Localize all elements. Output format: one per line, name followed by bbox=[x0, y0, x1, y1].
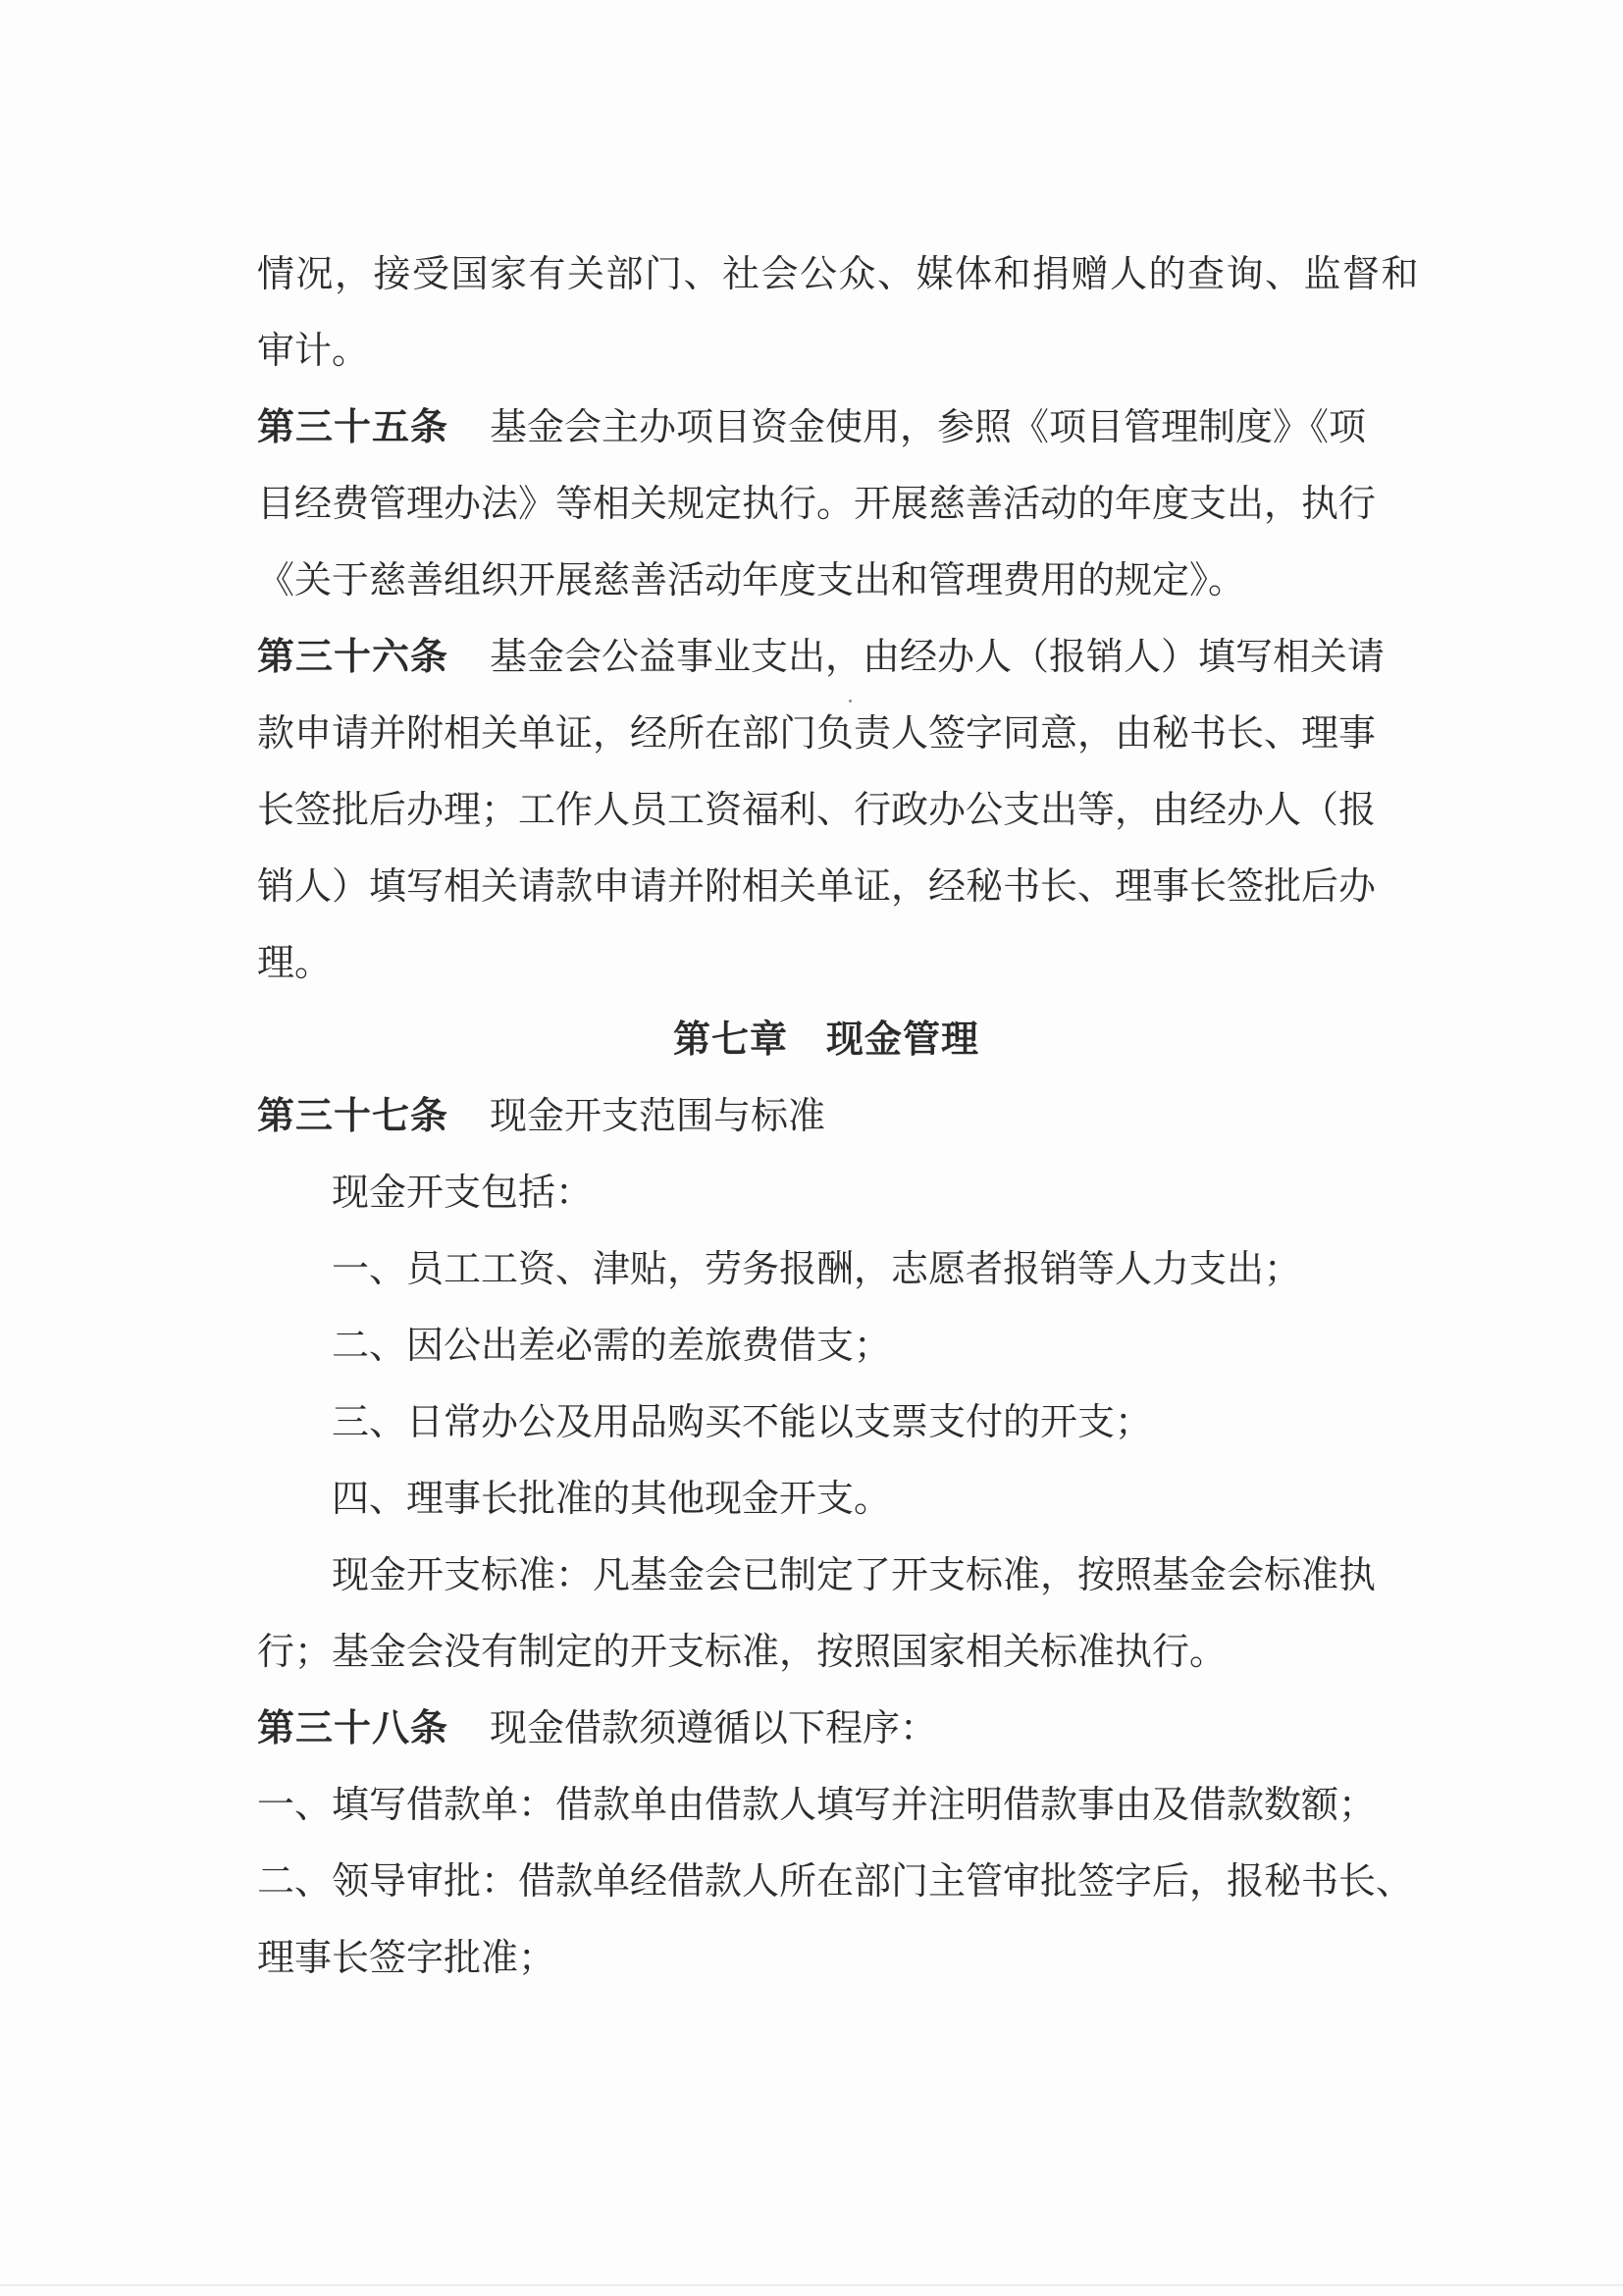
text-line bbox=[257, 695, 1395, 771]
scan-edge bbox=[0, 2284, 1623, 2286]
article-label: 第三十八条 bbox=[257, 1705, 449, 1749]
list-item: 四、理事长批准的其他现金开支。 bbox=[332, 1477, 892, 1520]
text-line bbox=[257, 924, 1395, 1001]
chapter-title: 第七章 现金管理 bbox=[672, 1017, 979, 1061]
line-text: 审计。 bbox=[257, 329, 370, 372]
line-text: 基金会主办项目资金使用，参照《项目管理制度》《项 bbox=[490, 405, 1367, 448]
text-line: 现金开支标准：凡基金会已制定了开支标准，按照基金会标准执 bbox=[332, 1553, 1377, 1596]
line-text: 目经费管理办法》等相关规定执行。开展慈善活动的年度支出，执行 bbox=[257, 482, 1377, 525]
line-text: 情况，接受国家有关部门、社会公众、媒体和捐赠人的查询、监督和 bbox=[257, 252, 1421, 295]
line-text: 销人）填写相关请款申请并附相关单证，经秘书长、理事长签批后办 bbox=[257, 864, 1377, 908]
document-body bbox=[257, 235, 1421, 1996]
list-item: 一、员工工资、津贴，劳务报酬，志愿者报销等人力支出； bbox=[332, 1247, 1302, 1290]
article-36-line bbox=[257, 618, 1395, 695]
article-label: 第三十六条 bbox=[257, 634, 449, 678]
article-title: 现金借款须遵循以下程序： bbox=[490, 1706, 938, 1749]
article-37-line bbox=[257, 1077, 1395, 1154]
line-text: 款申请并附相关单证，经所在部门负责人签字同意，由秘书长、理事 bbox=[257, 711, 1377, 755]
article-35-line bbox=[257, 389, 1395, 465]
text-line bbox=[257, 235, 1421, 312]
text-line bbox=[257, 312, 1395, 389]
list-item: 二、因公出差必需的差旅费借支； bbox=[332, 1324, 892, 1367]
article-label: 第三十五条 bbox=[257, 404, 449, 448]
text-line bbox=[257, 542, 1395, 618]
text-line: 现金开支包括： bbox=[332, 1171, 594, 1214]
article-38-line bbox=[257, 1690, 1395, 1766]
text-line: 二、领导审批：借款单经借款人所在部门主管审批签字后，报秘书长、 bbox=[257, 1859, 1414, 1903]
line-text: 基金会公益事业支出，由经办人（报销人）填写相关请 bbox=[490, 635, 1386, 678]
text-line bbox=[257, 771, 1395, 848]
text-line: 一、填写借款单：借款单由借款人填写并注明借款事由及借款数额； bbox=[257, 1783, 1377, 1826]
text-line: 理事长签字批准； bbox=[257, 1936, 556, 1979]
article-title: 现金开支范围与标准 bbox=[490, 1094, 826, 1137]
scan-speck bbox=[849, 700, 852, 703]
line-text: 长签批后办理；工作人员工资福利、行政办公支出等，由经办人（报 bbox=[257, 788, 1377, 831]
text-line bbox=[257, 465, 1395, 542]
line-text: 理。 bbox=[257, 941, 333, 984]
article-label: 第三十七条 bbox=[257, 1093, 449, 1137]
text-line: 行；基金会没有制定的开支标准，按照国家相关标准执行。 bbox=[257, 1630, 1228, 1673]
line-text: 《关于慈善组织开展慈善活动年度支出和管理费用的规定》。 bbox=[257, 558, 1246, 601]
text-line bbox=[257, 848, 1395, 924]
list-item: 三、日常办公及用品购买不能以支票支付的开支； bbox=[332, 1400, 1153, 1443]
